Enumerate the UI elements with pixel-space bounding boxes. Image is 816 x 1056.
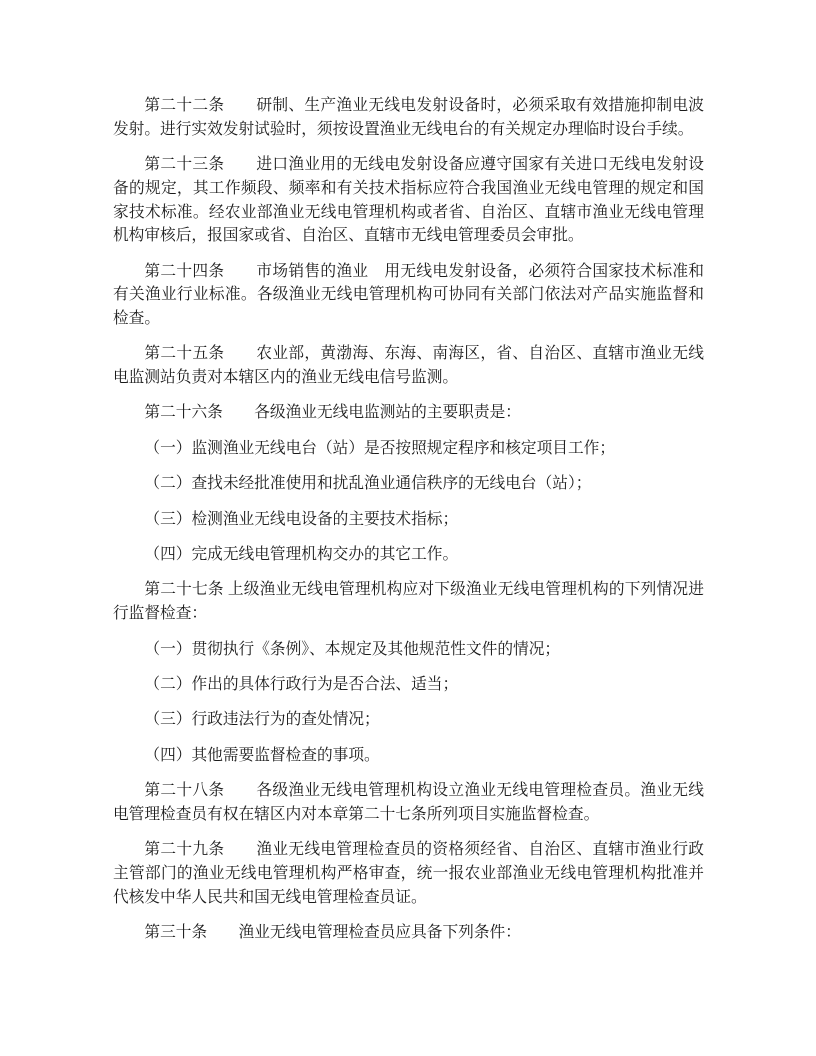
paragraph-article-29: 第二十九条 渔业无线电管理检查员的资格须经省、自治区、直辖市渔业行政主管部门的渔业无线电管理机构严格审查，统一报农业部渔业无线电管理机构批准并代核发中华人民共和国无线电管理检查员证。 — [113, 841, 704, 906]
paragraph-article-27-item-3: （三）行政违法行为的查处情况； — [144, 711, 380, 729]
paragraph-article-30: 第三十条 渔业无线电管理检查员应具备下列条件： — [144, 923, 521, 941]
paragraph-article-28: 第二十八条 各级渔业无线电管理机构设立渔业无线电管理检查员。渔业无线电管理检查员有权在辖区内对本章第二十七条所列项目实施监督检查。 — [113, 782, 704, 823]
paragraph-article-26: 第二十六条 各级渔业无线电监测站的主要职责是： — [144, 404, 521, 422]
paragraph-article-26-item-3: （三）检测渔业无线电设备的主要技术指标； — [144, 510, 459, 528]
paragraph-article-23: 第二十三条 进口渔业用的无线电发射设备应遵守国家有关进口无线电发射设备的规定，其工作频段、频率和有关技术指标应符合我国渔业无线电管理的规定和国家技术标准。经农业部渔业无线电管理机构或者省、自治区、直辖市渔业无线电管理机构审核后，报国家或省、自治区、直辖市无线电管理委员会审批。 — [113, 156, 704, 245]
paragraph-article-24: 第二十四条 市场销售的渔业 用无线电发射设备，必须符合国家技术标准和有关渔业行业标准。各级渔业无线电管理机构可协同有关部门依法对产品实施监督和检查。 — [113, 262, 704, 327]
paragraph-article-26-item-2: （二）查找未经批准使用和扰乱渔业通信秩序的无线电台（站）； — [144, 475, 592, 493]
paragraph-article-27-item-1: （一）贯彻执行《条例》、本规定及其他规范性文件的情况； — [144, 640, 561, 658]
document-body — [113, 94, 704, 945]
paragraph-article-26-item-4: （四）完成无线电管理机构交办的其它工作。 — [144, 546, 459, 564]
paragraph-article-27: 第二十七条 上级渔业无线电管理机构应对下级渔业无线电管理机构的下列情况进行监督检查： — [113, 581, 704, 623]
paragraph-article-27-item-2: （二）作出的具体行政行为是否合法、适当； — [144, 675, 459, 693]
paragraph-article-25: 第二十五条 农业部，黄渤海、东海、南海区，省、自治区、直辖市渔业无线电监测站负责对本辖区内的渔业无线电信号监测。 — [113, 345, 704, 387]
paragraph-article-26-item-1: （一）监测渔业无线电台（站）是否按照规定程序和核定项目工作； — [144, 439, 616, 457]
paragraph-article-22: 第二十二条 研制、生产渔业无线电发射设备时，必须采取有效措施抑制电波发射。进行实效发射试验时，须按设置渔业无线电台的有关规定办理临时设台手续。 — [113, 97, 704, 138]
paragraph-article-27-item-4: （四）其他需要监督检查的事项。 — [144, 746, 380, 764]
